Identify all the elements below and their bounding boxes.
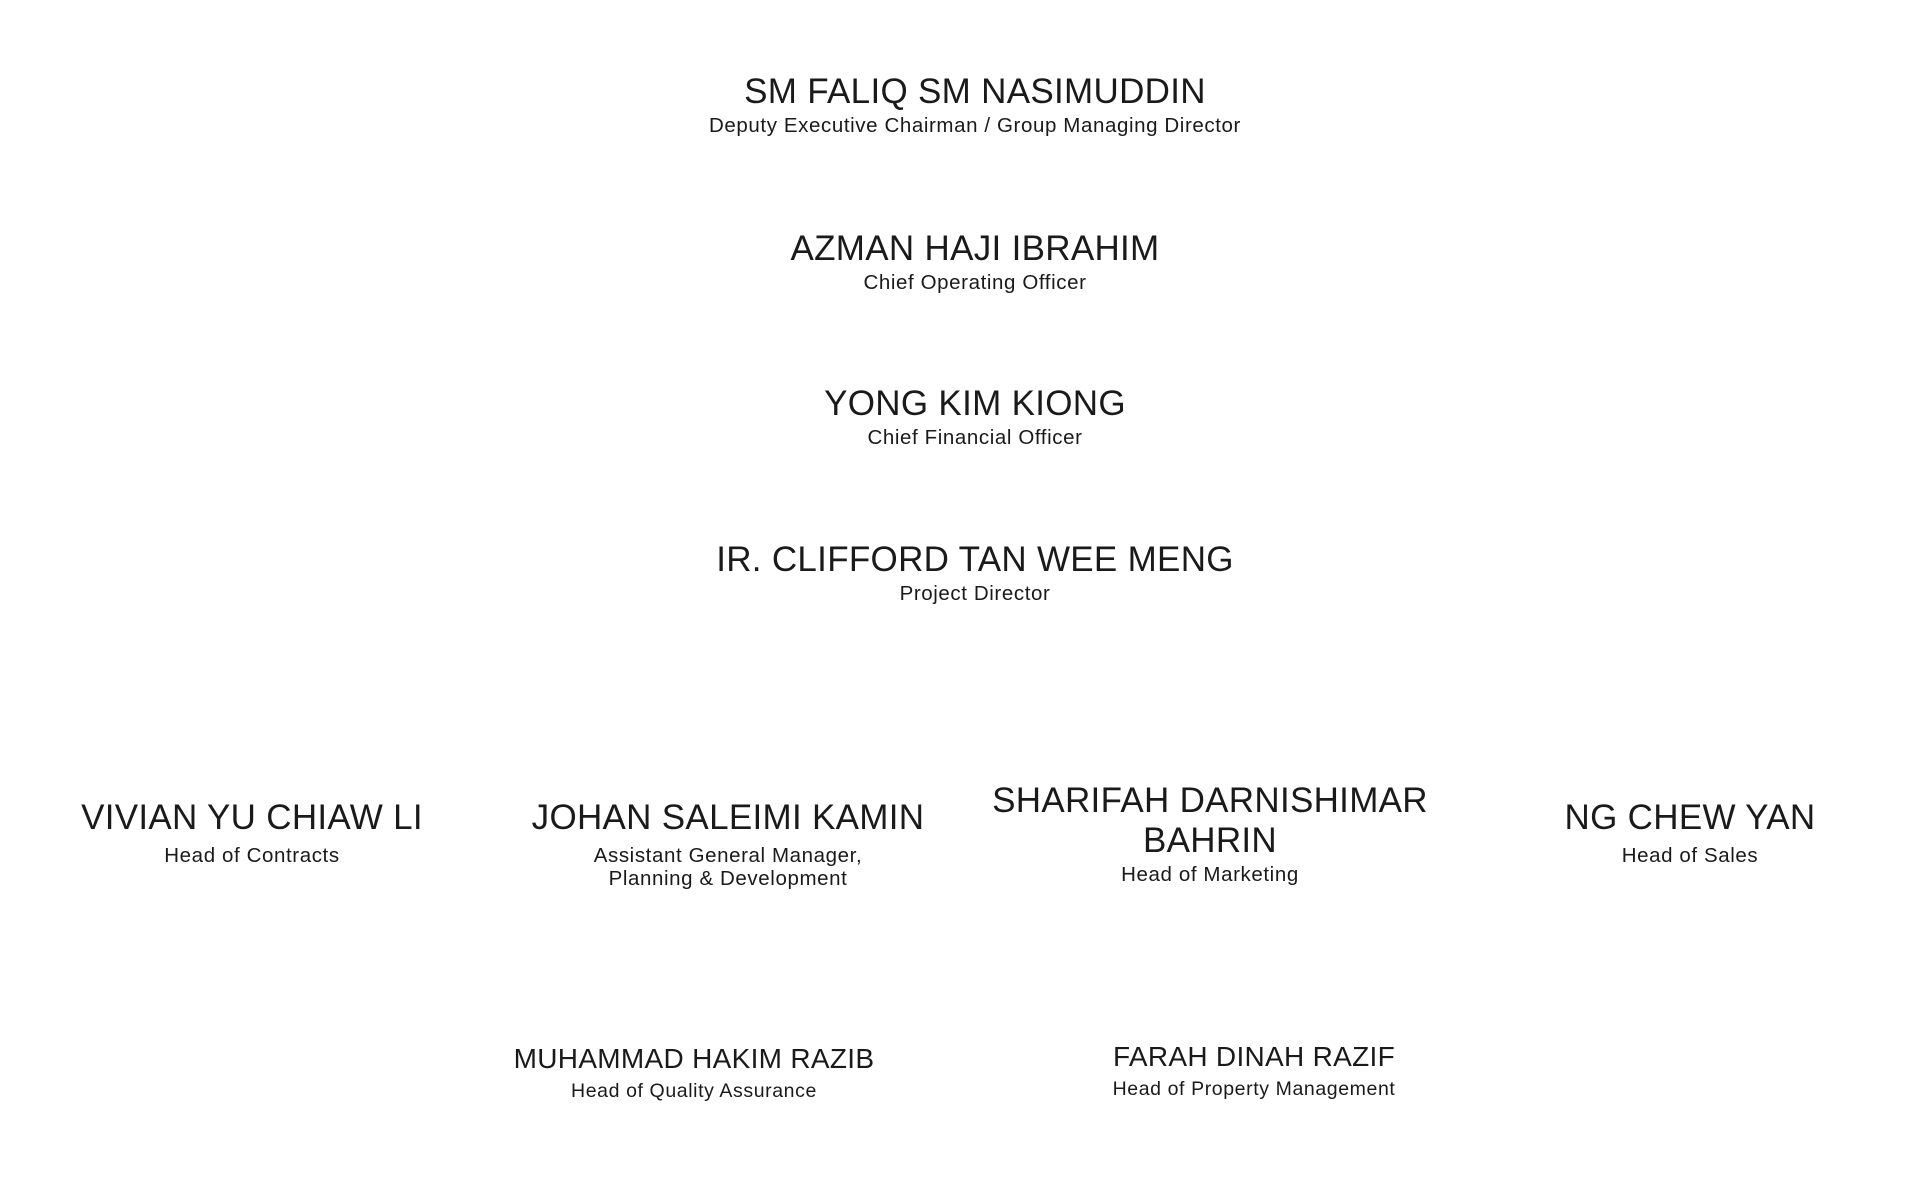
person-name: YONG KIM KIONG [824, 384, 1126, 423]
person-card-head-of-sales [1565, 798, 1816, 867]
person-role: Head of Quality Assurance [571, 1080, 817, 1102]
person-role: Chief Operating Officer [863, 271, 1087, 294]
person-role: Head of Sales [1621, 844, 1759, 867]
person-name-line-1: SHARIFAH DARNISHIMAR [992, 781, 1428, 820]
person-card-head-of-property-management [1113, 1040, 1396, 1101]
person-card-head-of-marketing [992, 781, 1428, 886]
person-role-line-2: Planning & Development [608, 867, 848, 890]
person-name: JOHAN SALEIMI KAMIN [531, 798, 925, 837]
person-name: MUHAMMAD HAKIM RAZIB [513, 1043, 875, 1074]
person-role-line-1: Assistant General Manager, [593, 844, 863, 867]
person-role: Head of Property Management [1112, 1078, 1396, 1100]
person-role: Project Director [899, 582, 1051, 605]
person-card-assistant-general-manager [532, 798, 925, 890]
person-role: Head of Marketing [1121, 863, 1299, 886]
person-name: NG CHEW YAN [1564, 798, 1816, 837]
person-card-project-director [716, 540, 1234, 605]
person-card-chief-financial-officer [824, 384, 1126, 449]
person-role: Head of Contracts [164, 844, 340, 867]
person-name: IR. CLIFFORD TAN WEE MENG [716, 540, 1234, 579]
person-card-chief-operating-officer [790, 229, 1159, 294]
person-card-head-of-contracts [81, 798, 423, 867]
person-name-line-2: BAHRIN [1142, 821, 1278, 860]
person-card-deputy-executive-chairman [709, 72, 1241, 137]
person-name: SM FALIQ SM NASIMUDDIN [744, 72, 1206, 111]
person-name: FARAH DINAH RAZIF [1112, 1041, 1396, 1072]
person-card-head-of-quality-assurance [514, 1042, 875, 1103]
person-name: VIVIAN YU CHIAW LI [81, 798, 423, 837]
person-role: Chief Financial Officer [867, 426, 1083, 449]
person-name: AZMAN HAJI IBRAHIM [790, 229, 1160, 268]
person-role: Deputy Executive Chairman / Group Managing Director [709, 114, 1241, 137]
